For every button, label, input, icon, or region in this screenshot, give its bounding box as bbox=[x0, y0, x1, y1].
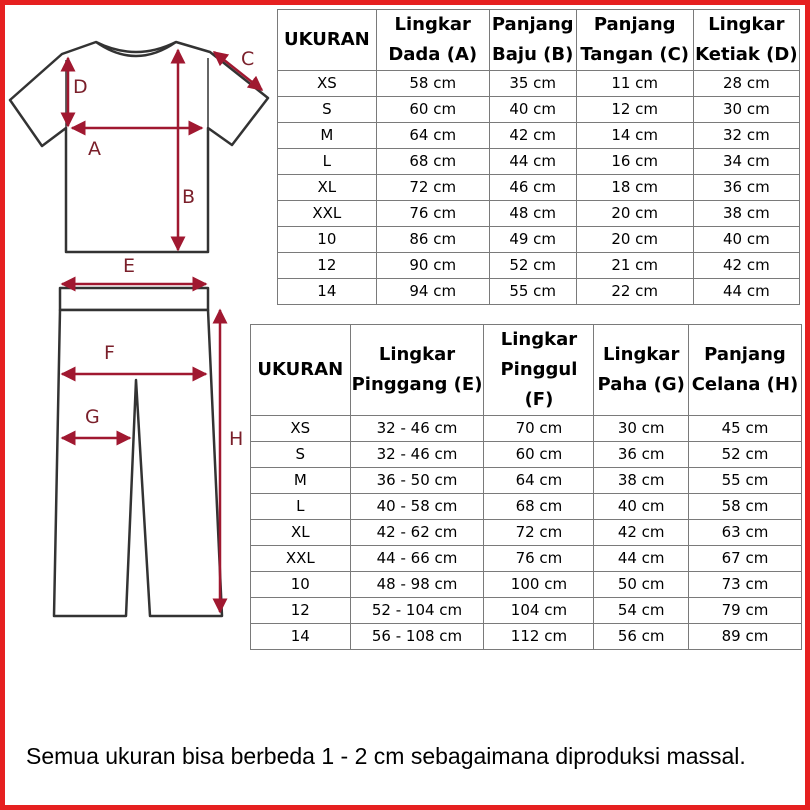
value-cell: 94 cm bbox=[376, 279, 489, 305]
table-row bbox=[251, 520, 802, 546]
value-cell: 11 cm bbox=[576, 71, 693, 97]
value-cell: 60 cm bbox=[484, 442, 594, 468]
value-cell: 16 cm bbox=[576, 149, 693, 175]
value-cell: 36 cm bbox=[693, 175, 799, 201]
value-cell: 52 cm bbox=[489, 253, 576, 279]
value-cell: 67 cm bbox=[688, 546, 801, 572]
value-cell: 44 cm bbox=[594, 546, 688, 572]
value-cell: 14 cm bbox=[576, 123, 693, 149]
value-cell: 52 cm bbox=[688, 442, 801, 468]
garment-illustration bbox=[0, 0, 280, 700]
size-cell: 10 bbox=[278, 227, 377, 253]
value-cell: 104 cm bbox=[484, 598, 594, 624]
size-cell: M bbox=[278, 123, 377, 149]
value-cell: 38 cm bbox=[693, 201, 799, 227]
value-cell: 112 cm bbox=[484, 624, 594, 650]
table-row bbox=[278, 71, 800, 97]
value-cell: 68 cm bbox=[376, 149, 489, 175]
table-row bbox=[251, 598, 802, 624]
table-row bbox=[251, 468, 802, 494]
table-header-row bbox=[251, 325, 802, 416]
value-cell: 42 cm bbox=[489, 123, 576, 149]
value-cell: 54 cm bbox=[594, 598, 688, 624]
size-cell: L bbox=[278, 149, 377, 175]
value-cell: 32 cm bbox=[693, 123, 799, 149]
value-cell: 56 cm bbox=[594, 624, 688, 650]
label-e: E bbox=[123, 255, 136, 277]
size-cell: XL bbox=[278, 175, 377, 201]
value-cell: 30 cm bbox=[693, 97, 799, 123]
value-cell: 40 cm bbox=[489, 97, 576, 123]
header-waist: Lingkar Pinggang (E) bbox=[350, 325, 484, 416]
value-cell: 60 cm bbox=[376, 97, 489, 123]
value-cell: 48 - 98 cm bbox=[350, 572, 484, 598]
shirt-size-table bbox=[277, 9, 800, 305]
disclaimer-note: Semua ukuran bisa berbeda 1 - 2 cm sebagaimana diproduksi massal. bbox=[26, 743, 746, 769]
value-cell: 73 cm bbox=[688, 572, 801, 598]
value-cell: 46 cm bbox=[489, 175, 576, 201]
value-cell: 72 cm bbox=[376, 175, 489, 201]
value-cell: 22 cm bbox=[576, 279, 693, 305]
value-cell: 44 - 66 cm bbox=[350, 546, 484, 572]
value-cell: 100 cm bbox=[484, 572, 594, 598]
value-cell: 36 cm bbox=[594, 442, 688, 468]
header-sleeve-length: Panjang Tangan (C) bbox=[576, 10, 693, 71]
size-cell: XS bbox=[251, 416, 351, 442]
value-cell: 58 cm bbox=[376, 71, 489, 97]
pants-icon bbox=[54, 288, 222, 616]
value-cell: 55 cm bbox=[489, 279, 576, 305]
header-hip: Lingkar Pinggul (F) bbox=[484, 325, 594, 416]
value-cell: 79 cm bbox=[688, 598, 801, 624]
label-a: A bbox=[88, 138, 101, 160]
measurement-diagram bbox=[0, 0, 280, 700]
header-pants-length: Panjang Celana (H) bbox=[688, 325, 801, 416]
value-cell: 32 - 46 cm bbox=[350, 442, 484, 468]
value-cell: 63 cm bbox=[688, 520, 801, 546]
header-size: UKURAN bbox=[278, 10, 377, 71]
header-size: UKURAN bbox=[251, 325, 351, 416]
value-cell: 58 cm bbox=[688, 494, 801, 520]
size-cell: 14 bbox=[278, 279, 377, 305]
value-cell: 28 cm bbox=[693, 71, 799, 97]
size-cell: L bbox=[251, 494, 351, 520]
value-cell: 32 - 46 cm bbox=[350, 416, 484, 442]
value-cell: 56 - 108 cm bbox=[350, 624, 484, 650]
value-cell: 64 cm bbox=[376, 123, 489, 149]
table-row bbox=[278, 253, 800, 279]
value-cell: 64 cm bbox=[484, 468, 594, 494]
value-cell: 49 cm bbox=[489, 227, 576, 253]
table-row bbox=[278, 123, 800, 149]
value-cell: 40 cm bbox=[693, 227, 799, 253]
value-cell: 35 cm bbox=[489, 71, 576, 97]
table-row bbox=[251, 572, 802, 598]
value-cell: 40 cm bbox=[594, 494, 688, 520]
size-cell: XL bbox=[251, 520, 351, 546]
value-cell: 68 cm bbox=[484, 494, 594, 520]
value-cell: 42 cm bbox=[594, 520, 688, 546]
value-cell: 20 cm bbox=[576, 201, 693, 227]
size-cell: 10 bbox=[251, 572, 351, 598]
table-row bbox=[251, 494, 802, 520]
pants-size-table bbox=[250, 324, 802, 650]
table-row bbox=[278, 201, 800, 227]
label-c: C bbox=[241, 48, 255, 70]
label-f: F bbox=[104, 342, 115, 364]
value-cell: 44 cm bbox=[693, 279, 799, 305]
label-g: G bbox=[85, 406, 100, 428]
label-h: H bbox=[229, 428, 244, 450]
label-d: D bbox=[73, 76, 88, 98]
table-row bbox=[278, 279, 800, 305]
value-cell: 12 cm bbox=[576, 97, 693, 123]
size-cell: XXL bbox=[278, 201, 377, 227]
value-cell: 40 - 58 cm bbox=[350, 494, 484, 520]
table-row bbox=[251, 442, 802, 468]
size-cell: 12 bbox=[251, 598, 351, 624]
header-chest: Lingkar Dada (A) bbox=[376, 10, 489, 71]
t-shirt-icon bbox=[10, 42, 268, 252]
table-row bbox=[278, 97, 800, 123]
value-cell: 48 cm bbox=[489, 201, 576, 227]
table-row bbox=[278, 149, 800, 175]
value-cell: 36 - 50 cm bbox=[350, 468, 484, 494]
size-cell: 12 bbox=[278, 253, 377, 279]
size-cell: S bbox=[251, 442, 351, 468]
size-cell: XS bbox=[278, 71, 377, 97]
value-cell: 34 cm bbox=[693, 149, 799, 175]
value-cell: 90 cm bbox=[376, 253, 489, 279]
value-cell: 55 cm bbox=[688, 468, 801, 494]
table-header-row bbox=[278, 10, 800, 71]
value-cell: 42 - 62 cm bbox=[350, 520, 484, 546]
label-b: B bbox=[182, 186, 196, 208]
value-cell: 18 cm bbox=[576, 175, 693, 201]
value-cell: 21 cm bbox=[576, 253, 693, 279]
value-cell: 76 cm bbox=[376, 201, 489, 227]
table-row bbox=[251, 624, 802, 650]
value-cell: 44 cm bbox=[489, 149, 576, 175]
header-body-length: Panjang Baju (B) bbox=[489, 10, 576, 71]
size-cell: S bbox=[278, 97, 377, 123]
value-cell: 20 cm bbox=[576, 227, 693, 253]
value-cell: 76 cm bbox=[484, 546, 594, 572]
table-row bbox=[278, 175, 800, 201]
size-cell: XXL bbox=[251, 546, 351, 572]
value-cell: 89 cm bbox=[688, 624, 801, 650]
value-cell: 72 cm bbox=[484, 520, 594, 546]
header-armhole: Lingkar Ketiak (D) bbox=[693, 10, 799, 71]
table-row bbox=[251, 546, 802, 572]
value-cell: 38 cm bbox=[594, 468, 688, 494]
value-cell: 42 cm bbox=[693, 253, 799, 279]
value-cell: 52 - 104 cm bbox=[350, 598, 484, 624]
value-cell: 50 cm bbox=[594, 572, 688, 598]
value-cell: 86 cm bbox=[376, 227, 489, 253]
value-cell: 30 cm bbox=[594, 416, 688, 442]
table-row bbox=[278, 227, 800, 253]
header-thigh: Lingkar Paha (G) bbox=[594, 325, 688, 416]
table-row bbox=[251, 416, 802, 442]
size-cell: 14 bbox=[251, 624, 351, 650]
value-cell: 45 cm bbox=[688, 416, 801, 442]
size-cell: M bbox=[251, 468, 351, 494]
value-cell: 70 cm bbox=[484, 416, 594, 442]
